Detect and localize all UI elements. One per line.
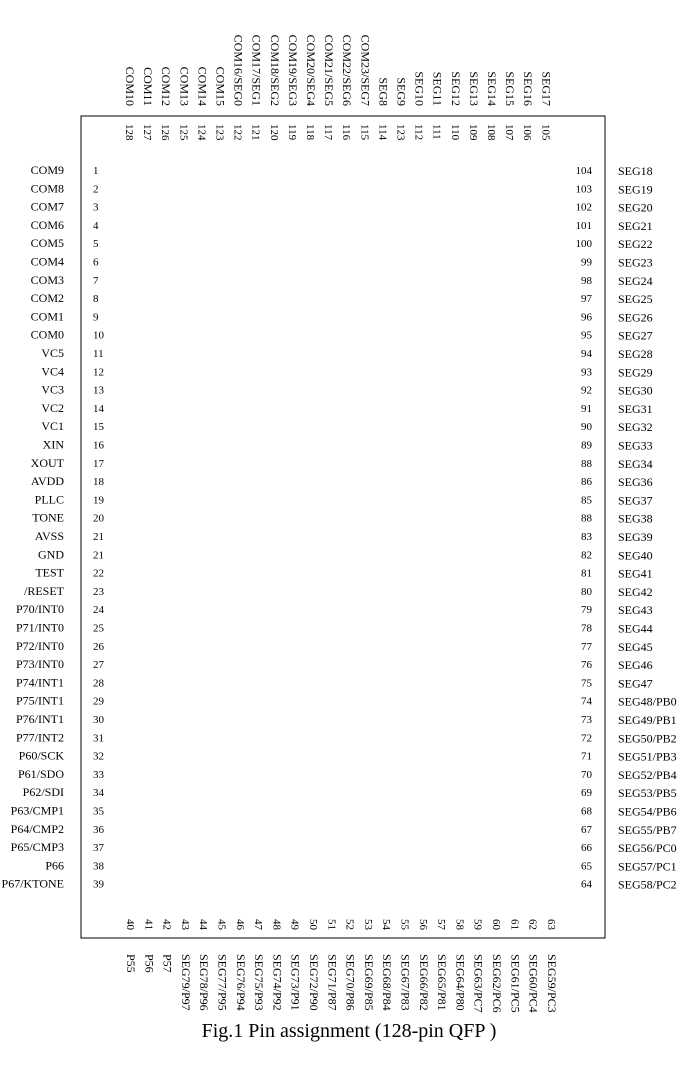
left-pin-number: 33: [93, 768, 104, 781]
left-pin-number: 32: [93, 750, 104, 763]
bottom-pin-name: SEG63/PC7: [471, 954, 486, 1013]
bottom-pin-number: 56: [416, 919, 429, 930]
left-pin-name: P61/SDO: [17, 766, 64, 781]
left-pin-number: 15: [93, 421, 104, 434]
right-pin-number: 79: [581, 604, 592, 617]
left-pin-number: 10: [93, 329, 104, 342]
right-pin-name: SEG44: [618, 621, 653, 636]
right-pin-number: 65: [581, 860, 592, 873]
bottom-pin-name: SEG67/P83: [398, 954, 413, 1011]
right-pin-number: 86: [581, 476, 592, 489]
left-pin-name: P77/INT2: [16, 730, 64, 745]
right-pin-number: 75: [581, 677, 592, 690]
top-pin-number: 118: [304, 124, 316, 141]
left-pin-name: XOUT: [30, 455, 64, 470]
left-pin-name: PLLC: [34, 492, 64, 507]
left-pin-name: P62/SDI: [22, 785, 64, 800]
right-pin-number: 69: [581, 787, 592, 800]
left-pin-number: 22: [93, 567, 104, 580]
right-pin-number: 80: [581, 585, 592, 598]
bottom-pin-number: 58: [453, 919, 466, 930]
left-pin-number: 11: [93, 348, 104, 360]
right-pin-name: SEG20: [618, 200, 653, 215]
right-pin-name: SEG46: [618, 658, 653, 673]
right-pin-name: SEG54/PB6: [618, 804, 677, 819]
right-pin-name: SEG58/PC2: [618, 877, 677, 892]
bottom-pin-name: SEG78/P96: [197, 954, 212, 1011]
top-pin-number: 124: [195, 124, 208, 141]
left-pin-number: 26: [93, 640, 104, 653]
right-pin-name: SEG25: [618, 292, 653, 307]
right-pin-number: 72: [581, 732, 592, 745]
top-pin-name: SEG9: [394, 77, 409, 106]
left-pin-number: 8: [93, 293, 99, 306]
right-pin-number: 81: [581, 567, 592, 580]
bottom-pin-name: SEG65/P81: [435, 954, 450, 1011]
left-pin-name: P66: [45, 858, 64, 873]
right-pin-number: 98: [581, 274, 592, 287]
right-pin-number: 88: [581, 457, 592, 470]
left-pin-number: 5: [93, 238, 99, 251]
left-pin-name: P74/INT1: [16, 675, 64, 690]
left-pin-name: COM4: [30, 254, 64, 269]
left-pin-number: 4: [93, 219, 99, 232]
bottom-pin-number: 62: [526, 919, 539, 930]
right-pin-number: 94: [581, 348, 592, 360]
bottom-pin-name: SEG64/P80: [453, 954, 468, 1011]
right-pin-name: SEG55/PB7: [618, 822, 677, 837]
left-pin-name: P67/KTONE: [1, 876, 64, 891]
left-pin-number: 17: [93, 457, 104, 470]
left-pin-name: P72/INT0: [16, 638, 64, 653]
left-pin-number: 29: [93, 695, 104, 708]
bottom-pin-number: 43: [178, 919, 191, 930]
right-pin-name: SEG45: [618, 639, 653, 654]
left-pin-number: 13: [93, 384, 104, 397]
bottom-pin-name: SEG77/P95: [215, 954, 230, 1011]
left-pin-name: P71/INT0: [16, 620, 64, 635]
top-pin-name: COM23/SEG7: [358, 34, 373, 106]
top-pin-name: SEG12: [448, 71, 463, 106]
right-pin-number: 104: [575, 165, 592, 177]
top-pin-name: COM17/SEG1: [249, 34, 264, 106]
right-pin-number: 67: [581, 823, 592, 836]
right-pin-number: 92: [581, 384, 592, 397]
right-pin-name: SEG26: [618, 310, 653, 325]
bottom-pin-number: 61: [508, 919, 521, 930]
right-pin-name: SEG22: [618, 237, 653, 252]
top-pin-name: SEG8: [376, 77, 391, 106]
top-pin-number: 105: [539, 124, 552, 141]
right-pin-number: 83: [581, 531, 592, 543]
left-pin-name: /RESET: [23, 583, 64, 598]
left-pin-name: COM8: [30, 181, 64, 196]
right-pin-number: 71: [581, 750, 592, 763]
bottom-pin-number: 44: [197, 919, 210, 930]
right-pin-number: 77: [581, 640, 592, 653]
bottom-pin-group: [124, 919, 559, 1013]
left-pin-number: 18: [93, 476, 104, 489]
top-pin-number: 123: [213, 124, 226, 141]
right-pin-number: 85: [581, 494, 592, 507]
right-pin-name: SEG19: [618, 182, 653, 197]
left-pin-name: VC1: [41, 419, 64, 434]
bottom-pin-name: SEG76/P94: [233, 954, 248, 1011]
top-pin-number: 116: [340, 124, 353, 141]
left-pin-number: 20: [93, 512, 104, 525]
right-pin-name: SEG31: [618, 401, 653, 416]
top-pin-number: 122: [231, 124, 244, 141]
bottom-pin-number: 46: [233, 919, 246, 930]
right-pin-name: SEG48/PB0: [618, 694, 677, 709]
right-pin-number: 66: [581, 842, 592, 855]
left-pin-number: 14: [93, 402, 104, 415]
right-pin-number: 100: [575, 238, 592, 251]
bottom-pin-name: SEG73/P91: [288, 954, 303, 1011]
bottom-pin-number: 42: [160, 919, 173, 930]
top-pin-name: COM22/SEG6: [340, 34, 355, 106]
bottom-pin-name: SEG68/P84: [380, 954, 395, 1011]
top-pin-name: COM16/SEG0: [231, 34, 246, 106]
right-pin-name: SEG30: [618, 383, 653, 398]
right-pin-name: SEG23: [618, 255, 653, 270]
right-pin-number: 101: [575, 219, 592, 232]
right-pin-name: SEG50/PB2: [618, 731, 677, 746]
right-pin-name: SEG24: [618, 273, 653, 288]
left-pin-number: 1: [93, 165, 99, 177]
left-pin-name: AVDD: [30, 474, 64, 489]
left-pin-name: COM5: [30, 236, 64, 251]
right-pin-name: SEG49/PB1: [618, 713, 677, 727]
left-pin-name: P70/INT0: [16, 602, 64, 617]
left-pin-number: 36: [93, 823, 104, 836]
top-pin-name: COM19/SEG3: [285, 34, 300, 106]
right-pin-number: 95: [581, 329, 592, 342]
bottom-pin-number: 57: [435, 919, 448, 930]
right-pin-number: 64: [581, 878, 592, 891]
top-pin-group: [123, 35, 553, 141]
bottom-pin-name: SEG71/P87: [325, 954, 340, 1011]
left-pin-number: 25: [93, 622, 104, 635]
bottom-pin-name: SEG74/P92: [270, 954, 285, 1011]
right-pin-group: [576, 164, 677, 892]
right-pin-number: 96: [581, 311, 592, 324]
top-pin-name: COM18/SEG2: [267, 34, 282, 106]
bottom-pin-name: SEG70/P86: [343, 954, 358, 1011]
right-pin-number: 90: [581, 421, 592, 434]
top-pin-number: 123: [394, 124, 407, 141]
top-pin-number: 110: [448, 124, 461, 141]
left-pin-name: P75/INT1: [16, 693, 64, 708]
left-pin-name: COM7: [30, 199, 64, 214]
left-pin-name: VC3: [41, 382, 64, 397]
bottom-pin-number: 52: [343, 919, 356, 930]
bottom-pin-number: 41: [142, 919, 155, 930]
left-pin-number: 16: [93, 439, 104, 452]
bottom-pin-name: SEG72/P90: [307, 954, 321, 1011]
left-pin-name: P73/INT0: [16, 657, 64, 672]
top-pin-name: SEG16: [521, 71, 536, 106]
left-pin-number: 2: [93, 183, 99, 196]
right-pin-name: SEG29: [618, 365, 653, 380]
left-pin-name: TONE: [32, 510, 64, 525]
right-pin-name: SEG40: [618, 548, 653, 563]
left-pin-name: COM2: [30, 291, 64, 306]
bottom-pin-number: 53: [361, 919, 374, 930]
right-pin-number: 91: [581, 402, 592, 415]
right-pin-number: 97: [581, 293, 592, 306]
top-pin-name: COM20/SEG4: [304, 34, 318, 106]
top-pin-name: SEG17: [539, 71, 554, 106]
top-pin-name: COM21/SEG5: [322, 34, 337, 106]
top-pin-name: SEG15: [503, 71, 518, 107]
chip-package-outline: [81, 116, 605, 938]
bottom-pin-number: 55: [398, 919, 411, 930]
right-pin-name: SEG41: [618, 566, 653, 581]
top-pin-number: 125: [177, 124, 190, 141]
left-pin-name: XIN: [42, 437, 64, 452]
right-pin-number: 73: [581, 714, 592, 726]
bottom-pin-number: 50: [307, 919, 319, 930]
left-pin-group: [2, 163, 105, 891]
right-pin-name: SEG51/PB3: [618, 749, 677, 764]
left-pin-name: P64/CMP2: [10, 821, 64, 836]
bottom-pin-name: P56: [142, 954, 157, 973]
left-pin-name: COM0: [30, 327, 64, 342]
top-pin-number: 111: [430, 124, 443, 140]
right-pin-name: SEG53/PB5: [618, 786, 677, 801]
right-pin-number: 70: [581, 768, 592, 781]
left-pin-number: 31: [93, 732, 104, 745]
bottom-pin-name: SEG75/P93: [252, 954, 267, 1011]
right-pin-number: 76: [581, 659, 592, 672]
left-pin-number: 23: [93, 585, 104, 598]
top-pin-name: SEG14: [485, 71, 499, 106]
top-pin-name: COM13: [177, 66, 192, 106]
right-pin-number: 74: [581, 695, 592, 708]
right-pin-number: 93: [581, 366, 592, 379]
left-pin-number: 39: [93, 878, 104, 891]
bottom-pin-name: P57: [160, 954, 175, 973]
top-pin-number: 115: [358, 124, 371, 141]
top-pin-name: SEG10: [412, 71, 427, 106]
top-pin-number: 114: [376, 124, 389, 141]
top-pin-name: COM10: [123, 66, 137, 106]
right-pin-number: 99: [581, 256, 592, 269]
right-pin-name: SEG37: [618, 493, 653, 508]
figure-caption: Fig.1 Pin assignment (128-pin QFP ): [201, 1020, 497, 1042]
right-pin-name: SEG27: [618, 328, 653, 343]
right-pin-number: 78: [581, 622, 592, 635]
right-pin-name: SEG34: [618, 456, 653, 471]
bottom-pin-number: 59: [471, 919, 484, 930]
top-pin-name: COM12: [159, 66, 174, 106]
right-pin-name: SEG38: [618, 511, 653, 526]
top-pin-name: COM11: [141, 67, 156, 106]
left-pin-name: P60/SCK: [18, 748, 64, 763]
bottom-pin-name: SEG59/PC3: [544, 954, 559, 1013]
left-pin-number: 21: [93, 549, 104, 562]
left-pin-name: VC5: [41, 346, 64, 360]
right-pin-name: SEG36: [618, 475, 653, 490]
bottom-pin-number: 40: [124, 919, 136, 930]
bottom-pin-number: 48: [270, 919, 283, 930]
left-pin-number: 34: [93, 787, 104, 800]
bottom-pin-number: 49: [288, 919, 301, 930]
top-pin-number: 108: [485, 124, 497, 141]
bottom-pin-number: 63: [544, 919, 557, 930]
right-pin-number: 103: [575, 183, 592, 196]
left-pin-number: 28: [93, 677, 104, 690]
left-pin-number: 30: [93, 714, 104, 726]
right-pin-name: SEG28: [618, 347, 653, 361]
left-pin-name: P76/INT1: [16, 712, 64, 726]
top-pin-number: 121: [249, 124, 262, 141]
top-pin-name: COM15: [213, 66, 228, 106]
right-pin-number: 88: [581, 512, 592, 525]
right-pin-name: SEG32: [618, 420, 653, 435]
top-pin-number: 107: [503, 124, 516, 141]
right-pin-number: 89: [581, 439, 592, 452]
left-pin-number: 7: [93, 274, 99, 287]
right-pin-name: SEG52/PB4: [618, 767, 677, 782]
bottom-pin-name: SEG79/P97: [178, 954, 193, 1011]
left-pin-number: 6: [93, 256, 99, 269]
bottom-pin-number: 47: [252, 919, 265, 930]
left-pin-name: VC4: [41, 364, 64, 379]
left-pin-number: 21: [93, 531, 104, 543]
left-pin-name: P65/CMP3: [10, 840, 64, 855]
top-pin-number: 117: [322, 124, 335, 141]
right-pin-name: SEG33: [618, 438, 653, 453]
top-pin-name: SEG11: [430, 71, 445, 106]
left-pin-name: COM3: [30, 272, 64, 287]
left-pin-name: VC2: [41, 400, 64, 415]
right-pin-name: SEG42: [618, 584, 653, 599]
left-pin-name: COM1: [30, 309, 64, 324]
left-pin-number: 35: [93, 805, 104, 818]
top-pin-number: 119: [285, 124, 298, 141]
bottom-pin-number: 54: [380, 919, 393, 930]
bottom-pin-name: P55: [124, 954, 138, 973]
left-pin-number: 19: [93, 494, 104, 507]
bottom-pin-name: SEG69/P85: [361, 954, 376, 1011]
right-pin-number: 68: [581, 805, 592, 818]
top-pin-name: COM14: [195, 66, 210, 106]
left-pin-name: COM6: [30, 217, 64, 232]
top-pin-number: 127: [141, 124, 154, 141]
right-pin-number: 102: [575, 201, 592, 214]
right-pin-name: SEG18: [618, 164, 653, 178]
right-pin-name: SEG47: [618, 676, 653, 691]
right-pin-name: SEG56/PC0: [618, 841, 677, 856]
left-pin-name: TEST: [35, 565, 64, 580]
top-pin-number: 126: [159, 124, 172, 141]
top-pin-name: SEG13: [466, 71, 481, 106]
left-pin-number: 9: [93, 311, 99, 324]
right-pin-number: 82: [581, 549, 592, 562]
left-pin-number: 3: [93, 201, 99, 214]
left-pin-number: 24: [93, 604, 104, 617]
top-pin-number: 128: [123, 124, 135, 141]
bottom-pin-name: SEG61/PC5: [508, 954, 523, 1013]
top-pin-number: 120: [267, 124, 280, 141]
top-pin-number: 112: [412, 124, 425, 141]
left-pin-name: AVSS: [34, 529, 64, 543]
left-pin-number: 27: [93, 659, 104, 672]
top-pin-number: 106: [521, 124, 534, 141]
bottom-pin-name: SEG60/PC4: [526, 954, 541, 1013]
left-pin-number: 37: [93, 842, 104, 855]
right-pin-name: SEG43: [618, 603, 653, 618]
right-pin-name: SEG39: [618, 530, 653, 544]
bottom-pin-name: SEG66/P82: [416, 954, 431, 1011]
left-pin-name: P63/CMP1: [10, 803, 64, 818]
right-pin-name: SEG57/PC1: [618, 859, 677, 874]
left-pin-number: 38: [93, 860, 104, 873]
left-pin-name: COM9: [30, 163, 64, 177]
bottom-pin-number: 45: [215, 919, 228, 930]
bottom-pin-name: SEG62/PC6: [490, 954, 504, 1013]
left-pin-name: GND: [38, 547, 64, 562]
left-pin-number: 12: [93, 366, 104, 379]
right-pin-name: SEG21: [618, 218, 653, 233]
top-pin-number: 109: [466, 124, 479, 141]
bottom-pin-number: 51: [325, 919, 338, 930]
bottom-pin-number: 60: [490, 919, 502, 930]
